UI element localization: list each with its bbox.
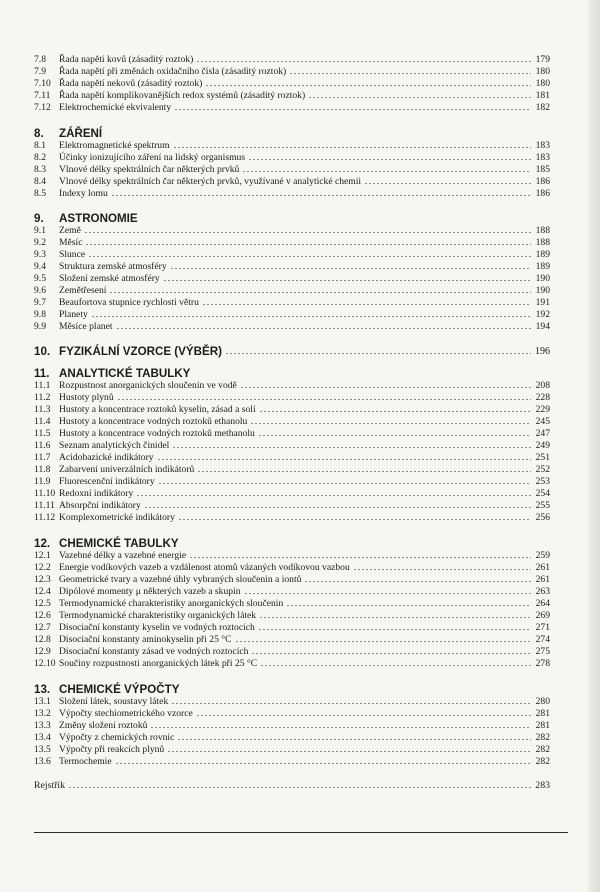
toc-title: ASTRONOMIE xyxy=(59,212,138,225)
toc-title: Hustoty plynů xyxy=(59,392,114,403)
toc-entry xyxy=(34,225,550,237)
toc-entry xyxy=(34,78,550,90)
toc-number: 11.2 xyxy=(34,392,51,403)
dot-leader xyxy=(173,146,531,149)
dot-leader xyxy=(251,652,531,655)
dot-leader xyxy=(84,231,531,234)
toc-number: 12.3 xyxy=(34,574,51,585)
dot-leader xyxy=(144,506,531,509)
toc-page-number: 190 xyxy=(535,273,550,284)
toc-section-heading xyxy=(34,536,550,551)
toc-number: 13. xyxy=(34,683,51,696)
dot-leader xyxy=(205,84,531,87)
dot-leader xyxy=(225,352,531,355)
toc-page-number: 182 xyxy=(535,102,550,113)
toc-entry xyxy=(34,708,550,720)
toc-number: 7.11 xyxy=(34,90,51,101)
toc-number: 13.6 xyxy=(34,756,51,767)
toc-number: 12.4 xyxy=(34,586,51,597)
toc-title: Měsíce planet xyxy=(59,321,113,332)
toc-title: CHEMICKÉ TABULKY xyxy=(59,537,179,550)
toc-title: Termochemie xyxy=(59,756,112,767)
dot-leader xyxy=(136,494,531,497)
toc-entry xyxy=(34,598,550,610)
toc-title: Vlnové délky spektrálních čar některých prvků xyxy=(59,164,240,175)
dot-leader xyxy=(157,458,531,461)
dot-leader xyxy=(171,702,531,705)
toc-number: 13.4 xyxy=(34,732,51,743)
toc-number: 9.1 xyxy=(34,225,46,236)
toc-number: 12.5 xyxy=(34,598,51,609)
dot-leader xyxy=(244,592,531,595)
toc-number: 11.1 xyxy=(34,380,51,391)
toc-number: 8.3 xyxy=(34,164,46,175)
dot-leader xyxy=(167,750,531,753)
toc-title: Hustoty a koncentrace roztoků kyselin, zásad a solí xyxy=(59,404,256,415)
toc-title: Řada napětí nekovů (zásaditý roztok) xyxy=(59,78,203,89)
toc-number: 11.8 xyxy=(34,464,51,475)
toc-title: Účinky ionizujícího záření na lidský organismus xyxy=(59,152,246,163)
toc-title: Změny složení roztoků xyxy=(59,720,148,731)
toc-title: CHEMICKÉ VÝPOČTY xyxy=(59,683,180,696)
toc-number: 11.4 xyxy=(34,416,51,427)
dot-leader xyxy=(286,604,531,607)
toc-section-heading xyxy=(34,344,550,359)
toc-entry xyxy=(34,732,550,744)
toc-page-number: 282 xyxy=(535,756,550,767)
toc-entry xyxy=(34,634,550,646)
toc-entry xyxy=(34,297,550,309)
toc-title: Disociační konstanty kyselin ve vodných roztocích xyxy=(59,622,255,633)
toc-entry xyxy=(34,249,550,261)
toc-entry xyxy=(34,550,550,562)
toc-page-number: 179 xyxy=(535,54,550,65)
toc-entry xyxy=(34,261,550,273)
toc-title: Vlnové délky spektrálních čar některých prvků, využívané v analytické chemii xyxy=(59,176,362,187)
toc-page-number: 194 xyxy=(535,321,550,332)
toc-entry xyxy=(34,610,550,622)
toc-title: Fluorescenční indikátory xyxy=(59,476,155,487)
toc-title: Elektromagnetické spektrum xyxy=(59,140,170,151)
toc-page-number: 255 xyxy=(535,500,550,511)
toc-title: Seznam analytických činidel xyxy=(59,440,170,451)
toc-entry xyxy=(34,574,550,586)
toc-page-number: 191 xyxy=(535,297,550,308)
dot-leader xyxy=(109,291,531,294)
dot-leader xyxy=(258,628,531,631)
toc-title: Redoxní indikátory xyxy=(59,488,134,499)
toc-number: 7.9 xyxy=(34,66,46,77)
toc-entry xyxy=(34,54,550,66)
toc-title: Výpočty stechiometrického vzorce xyxy=(59,708,193,719)
toc-entry xyxy=(34,90,550,102)
dot-leader xyxy=(158,482,531,485)
toc-title: Hustoty a koncentrace vodných roztoků methanolu xyxy=(59,428,255,439)
toc-title: ZÁŘENÍ xyxy=(59,127,103,140)
toc-page-number: 251 xyxy=(535,452,550,463)
toc-page-number: 281 xyxy=(535,720,550,731)
toc-section-heading xyxy=(34,682,550,697)
toc-number: 8.1 xyxy=(34,140,46,151)
toc-title: Disociační konstanty zásad ve vodných roztocích xyxy=(59,646,249,657)
toc-page-number: 208 xyxy=(535,380,550,391)
toc-number: 11.11 xyxy=(34,500,55,511)
toc-entry xyxy=(34,102,550,114)
toc-number: 13.1 xyxy=(34,696,51,707)
toc-page-number: 188 xyxy=(535,237,550,248)
toc-number: 11.7 xyxy=(34,452,51,463)
dot-leader xyxy=(189,556,531,559)
toc-number: 13.2 xyxy=(34,708,51,719)
toc-title: Acidobazické indikátory xyxy=(59,452,154,463)
dot-leader xyxy=(115,762,531,765)
toc-page-number: 278 xyxy=(535,658,550,669)
toc-entry xyxy=(34,152,550,164)
toc-page-number: 192 xyxy=(535,309,550,320)
toc-entry xyxy=(34,273,550,285)
toc-number: 11. xyxy=(34,367,50,380)
toc-entry xyxy=(34,744,550,756)
toc-index-entry xyxy=(34,780,550,792)
toc-page-number: 189 xyxy=(535,249,550,260)
toc-page-number: 183 xyxy=(535,152,550,163)
dot-leader xyxy=(178,518,531,521)
dot-leader xyxy=(260,664,531,667)
dot-leader xyxy=(250,422,531,425)
dot-leader xyxy=(174,108,531,111)
toc-entry xyxy=(34,464,550,476)
toc-title: Geometrické tvary a vazebné úhly vybraných sloučenin a iontů xyxy=(59,574,302,585)
toc-page-number: 247 xyxy=(535,428,550,439)
toc-entry xyxy=(34,380,550,392)
dot-leader xyxy=(202,303,531,306)
toc-entry xyxy=(34,321,550,333)
toc-entry xyxy=(34,720,550,732)
toc-number: 9.6 xyxy=(34,285,46,296)
dot-leader xyxy=(91,315,531,318)
toc-number: 8.4 xyxy=(34,176,46,187)
dot-leader xyxy=(353,568,531,571)
toc-entry xyxy=(34,622,550,634)
toc-page-number: 269 xyxy=(535,610,550,621)
toc-entry xyxy=(34,562,550,574)
toc-page-number: 245 xyxy=(535,416,550,427)
toc-number: 9.3 xyxy=(34,249,46,260)
toc-title: Složení látek, soustavy látek xyxy=(59,696,169,707)
dot-leader xyxy=(85,243,531,246)
dot-leader xyxy=(196,60,531,63)
toc-section-heading xyxy=(34,211,550,226)
page-edge xyxy=(588,0,600,892)
toc-number: 12.1 xyxy=(34,550,51,561)
toc-entry xyxy=(34,66,550,78)
toc-number: 12.8 xyxy=(34,634,51,645)
toc-page-number: 283 xyxy=(535,780,550,791)
toc-entry xyxy=(34,476,550,488)
toc-title: ANALYTICKÉ TABULKY xyxy=(59,367,191,380)
dot-leader xyxy=(235,640,531,643)
toc-number: 9.5 xyxy=(34,273,46,284)
toc-page-number: 264 xyxy=(535,598,550,609)
toc-title: Komplexometrické indikátory xyxy=(59,512,175,523)
toc-page-number: 181 xyxy=(535,90,550,101)
toc-number: 11.9 xyxy=(34,476,51,487)
dot-leader xyxy=(88,255,531,258)
toc-title: Struktura zemské atmosféry xyxy=(59,261,167,272)
dot-leader xyxy=(117,398,531,401)
toc-entry xyxy=(34,237,550,249)
toc-page-number: 190 xyxy=(535,285,550,296)
toc-title: Vazebné délky a vazebné energie xyxy=(59,550,187,561)
toc-title: Termodynamické charakteristiky organických látek xyxy=(59,610,257,621)
toc-entry xyxy=(34,452,550,464)
toc-page-number: 282 xyxy=(535,744,550,755)
toc-entry xyxy=(34,586,550,598)
toc-number: 12.7 xyxy=(34,622,51,633)
toc-number: 9.4 xyxy=(34,261,46,272)
toc-entry xyxy=(34,285,550,297)
dot-leader xyxy=(248,158,531,161)
toc-section-heading xyxy=(34,366,550,381)
dot-leader xyxy=(163,279,531,282)
toc-title: Výpočty z chemických rovnic xyxy=(59,732,175,743)
toc-entry xyxy=(34,428,550,440)
toc-page-number: 253 xyxy=(535,476,550,487)
toc-page-number: 280 xyxy=(535,696,550,707)
toc-entry xyxy=(34,512,550,524)
dot-leader xyxy=(364,182,531,185)
toc-page-number: 261 xyxy=(535,562,550,573)
toc-title: Řada napětí kovů (zásaditý roztok) xyxy=(59,54,194,65)
toc-number: 9.2 xyxy=(34,237,46,248)
toc-page-number: 186 xyxy=(535,176,550,187)
toc-number: 11.10 xyxy=(34,488,56,499)
dot-leader xyxy=(111,194,531,197)
toc-page-number: 180 xyxy=(535,66,550,77)
toc-number: 12.10 xyxy=(34,658,56,669)
toc-title: Dipólové momenty μ některých vazeb a skupin xyxy=(59,586,241,597)
toc-page-number: 254 xyxy=(535,488,550,499)
toc-title: Elektrochemické ekvivalenty xyxy=(59,102,172,113)
toc-page-number: 189 xyxy=(535,261,550,272)
dot-leader xyxy=(259,410,531,413)
toc-title: Disociační konstanty aminokyselin při 25 °C xyxy=(59,634,232,645)
dot-leader xyxy=(172,446,531,449)
toc-title: Absorpční indikátory xyxy=(59,500,141,511)
toc-page-number: 185 xyxy=(535,164,550,175)
toc-entry xyxy=(34,140,550,152)
bottom-rule xyxy=(34,832,568,833)
toc-title: Hustoty a koncentrace vodných roztoků ethanolu xyxy=(59,416,248,427)
toc-number: 8.5 xyxy=(34,188,46,199)
toc-number: 11.6 xyxy=(34,440,51,451)
toc-page-number: 252 xyxy=(535,464,550,475)
toc-number: 8.2 xyxy=(34,152,46,163)
toc-title: Rejstřík xyxy=(34,780,66,791)
toc-entry xyxy=(34,164,550,176)
toc-title: Zemětřesení xyxy=(59,285,107,296)
toc-page-number: 228 xyxy=(535,392,550,403)
toc-title: Beaufortova stupnice rychlosti větru xyxy=(59,297,199,308)
dot-leader xyxy=(289,72,531,75)
toc-number: 13.5 xyxy=(34,744,51,755)
toc-title: Řada napětí při změnách oxidačního čísla (zásaditý roztok) xyxy=(59,66,287,77)
toc-section-heading xyxy=(34,126,550,141)
toc-title: FYZIKÁLNÍ VZORCE (VÝBĚR) xyxy=(59,345,222,358)
toc-page-number: 271 xyxy=(535,622,550,633)
toc-entry xyxy=(34,756,550,768)
dot-leader xyxy=(196,714,531,717)
toc-page-number: 259 xyxy=(535,550,550,561)
dot-leader xyxy=(197,470,531,473)
dot-leader xyxy=(240,386,531,389)
dot-leader xyxy=(308,96,531,99)
toc-number: 11.5 xyxy=(34,428,51,439)
toc-entry xyxy=(34,658,550,670)
toc-number: 7.10 xyxy=(34,78,51,89)
toc-page-number: 249 xyxy=(535,440,550,451)
toc-page-number: 183 xyxy=(535,140,550,151)
toc-entry xyxy=(34,309,550,321)
toc-entry xyxy=(34,416,550,428)
toc-page-number: 274 xyxy=(535,634,550,645)
toc-title: Slunce xyxy=(59,249,86,260)
toc-title: Výpočty při reakcích plynů xyxy=(59,744,165,755)
dot-leader xyxy=(68,786,531,789)
toc-title: Země xyxy=(59,225,81,236)
dot-leader xyxy=(150,726,531,729)
toc-page-number: 282 xyxy=(535,732,550,743)
toc-number: 12.2 xyxy=(34,562,51,573)
toc-number: 9.8 xyxy=(34,309,46,320)
toc-number: 7.12 xyxy=(34,102,51,113)
toc-title: Složení zemské atmosféry xyxy=(59,273,160,284)
toc-number: 13.3 xyxy=(34,720,51,731)
toc-entry xyxy=(34,500,550,512)
dot-leader xyxy=(259,616,531,619)
toc-entry xyxy=(34,188,550,200)
toc-page-number: 196 xyxy=(535,346,550,357)
toc-title: Energie vodíkových vazeb a vzdálenost atomů vázaných vodíkovou vazbou xyxy=(59,562,350,573)
toc-entry xyxy=(34,646,550,658)
toc-number: 9.9 xyxy=(34,321,46,332)
toc-page-number: 281 xyxy=(535,708,550,719)
toc-number: 9. xyxy=(34,212,44,225)
toc-page-number: 261 xyxy=(535,574,550,585)
toc-title: Součiny rozpustnosti anorganických látek při 25 °C xyxy=(59,658,258,669)
dot-leader xyxy=(170,267,531,270)
toc-entry xyxy=(34,404,550,416)
dot-leader xyxy=(177,738,531,741)
toc-page-number: 229 xyxy=(535,404,550,415)
toc-page-number: 180 xyxy=(535,78,550,89)
toc-title: Měsíc xyxy=(59,237,83,248)
toc-number: 7.8 xyxy=(34,54,46,65)
toc-page-number: 275 xyxy=(535,646,550,657)
toc-title: Rozpustnost anorganických sloučenin ve vodě xyxy=(59,380,237,391)
toc-title: Planety xyxy=(59,309,88,320)
toc-number: 11.3 xyxy=(34,404,51,415)
toc-number: 9.7 xyxy=(34,297,46,308)
dot-leader xyxy=(242,170,531,173)
toc-number: 12. xyxy=(34,537,51,550)
toc-title: Indexy lomu xyxy=(59,188,108,199)
toc-entry xyxy=(34,176,550,188)
toc-page-number: 263 xyxy=(535,586,550,597)
toc-entry xyxy=(34,488,550,500)
toc-entry xyxy=(34,392,550,404)
toc-number: 11.12 xyxy=(34,512,56,523)
toc-title: Zabarvení univerzálních indikátorů xyxy=(59,464,195,475)
toc-title: Řada napětí komplikovanějších redox systémů (zásaditý roztok) xyxy=(59,90,306,101)
toc-entry xyxy=(34,696,550,708)
toc-page-number: 186 xyxy=(535,188,550,199)
toc-entry xyxy=(34,440,550,452)
toc-number: 12.6 xyxy=(34,610,51,621)
toc-page-number: 188 xyxy=(535,225,550,236)
toc-page-number: 256 xyxy=(535,512,550,523)
toc-number: 8. xyxy=(34,127,44,140)
dot-leader xyxy=(116,327,531,330)
dot-leader xyxy=(258,434,531,437)
dot-leader xyxy=(304,580,531,583)
toc-number: 12.9 xyxy=(34,646,51,657)
toc-title: Termodynamické charakteristiky anorganických sloučenin xyxy=(59,598,284,609)
toc-number: 10. xyxy=(34,345,51,358)
